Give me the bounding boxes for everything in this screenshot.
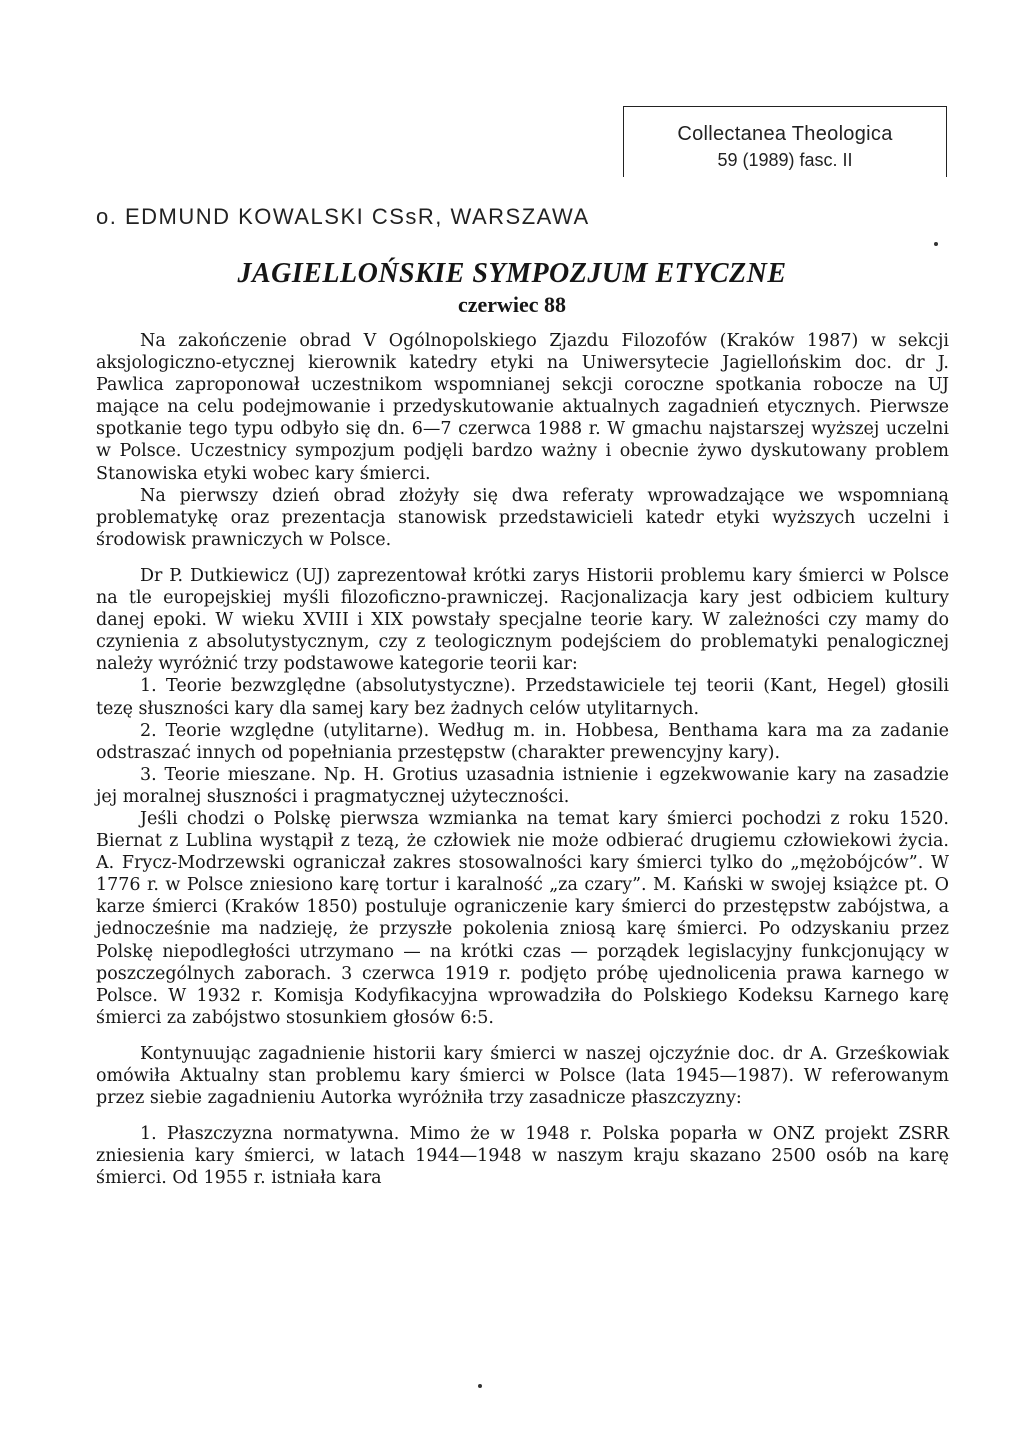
journal-issue: 59 (1989) fasc. II (717, 150, 853, 170)
paragraph: 1. Teorie bezwzględne (absolutystyczne). Przedstawiciele tej teorii (Kant, Hegel) głosili tezę słuszności kary dla samej kary bez żadnych celów utylitarnych. (96, 676, 949, 719)
paragraph: Kontynuując zagadnienie historii kary śmierci w naszej ojczyźnie doc. dr A. Grześkowiak omówiła Aktualny stan problemu kary śmierci w Polsce (lata 1945—1987). W referowanym przez siebie zagadnieniu Autorka wyróżniła trzy zasadnicze płaszczyzny: (96, 1043, 949, 1109)
journal-header-box (623, 106, 947, 177)
paragraph: Jeśli chodzi o Polskę pierwsza wzmianka na temat kary śmierci pochodzi z roku 1520. Biernat z Lublina wystąpił z tezą, że człowiek nie może odbierać drugiemu człowiekowi życia. A. Frycz-Modrzewski ograniczał zakres stosowalności kary śmierci tylko do „mężobójców”. W 1776 r. w Polsce zniesiono karę tortur i karalność „za czary”. M. Kański w swojej książce pt. O karze śmierci (Kraków 1850) postuluje ograniczenie kary śmierci do przestępstw zabójstwa, a jednocześnie ma nadzieję, że przyszłe pokolenia zniosą karę śmierci. Po odzyskaniu przez Polskę niepodległości utrzymano — na krótki czas — porządek legislacyjny funkcjonujący w poszczególnych zaborach. 3 czerwca 1919 r. podjęto próbę ujednolicenia prawa karnego w Polsce. W 1932 r. Komisja Kodyfikacyjna wprowadziła do Polskiego Kodeksu Karnego karę śmierci za zabójstwo stosunkiem głosów 6:5. (96, 808, 949, 1028)
author-line: o. EDMUND KOWALSKI CSsR, WARSZAWA (96, 204, 590, 229)
print-speck (478, 1384, 482, 1388)
print-speck (934, 242, 938, 246)
paragraph: 2. Teorie względne (utylitarne). Według m. in. Hobbesa, Benthama kara ma za zadanie odstraszać innych od popełniania przestępstw (charakter prewencyjny kary). (96, 720, 949, 763)
paragraph: Na pierwszy dzień obrad złożyły się dwa referaty wprowadzające we wspomnianą problematykę oraz prezentacja stanowisk przedstawicieli katedr etyki wyższych uczelni i środowisk prawniczych w Polsce. (96, 485, 949, 550)
article-body (96, 330, 949, 1189)
article-title: JAGIELLOŃSKIE SYMPOZJUM ETYCZNE (237, 258, 787, 289)
paragraph: Na zakończenie obrad V Ogólnopolskiego Zjazdu Filozofów (Kraków 1987) w sekcji aksjologiczno-etycznej kierownik katedry etyki na Uniwersytecie Jagiellońskim doc. dr J. Pawlica zaproponował uczestnikom wspomnianej sekcji coroczne spotkania robocze na UJ mające na celu podejmowanie i przedyskutowanie aktualnych zagadnień etycznych. Pierwsze spotkanie tego typu odbyło się dn. 6—7 czerwca 1988 r. W gmachu najstarszej wyższej uczelni w Polsce. Uczestnicy sympozjum podjęli bardzo ważny i obecnie żywo dyskutowany problem Stanowiska etyki wobec kary śmierci. (96, 331, 949, 484)
paragraph: Dr P. Dutkiewicz (UJ) zaprezentował krótki zarys Historii problemu kary śmierci w Polsce na tle europejskiej myśli filozoficzno-prawniczej. Racjonalizacja kary jest odbiciem kultury danej epoki. W wieku XVIII i XIX powstały specjalne teorie kary. W zależności czy mamy do czynienia z absolutystycznym, czy z teologicznym podejściem do problematyki penalogicznej należy wyróżnić trzy podstawowe kategorie teorii kar: (96, 565, 949, 675)
paragraph: 3. Teorie mieszane. Np. H. Grotius uzasadnia istnienie i egzekwowanie kary na zasadzie jej moralnej słuszności i pragmatycznej użyteczności. (96, 764, 949, 807)
article-subtitle: czerwiec 88 (457, 292, 567, 317)
paragraph: 1. Płaszczyzna normatywna. Mimo że w 1948 r. Polska poparła w ONZ projekt ZSRR zniesienia kary śmierci, w latach 1944—1948 w naszym kraju skazano 2500 osób na karę śmierci. Od 1955 r. istniała kara (96, 1124, 949, 1189)
journal-name: Collectanea Theologica (677, 123, 893, 145)
